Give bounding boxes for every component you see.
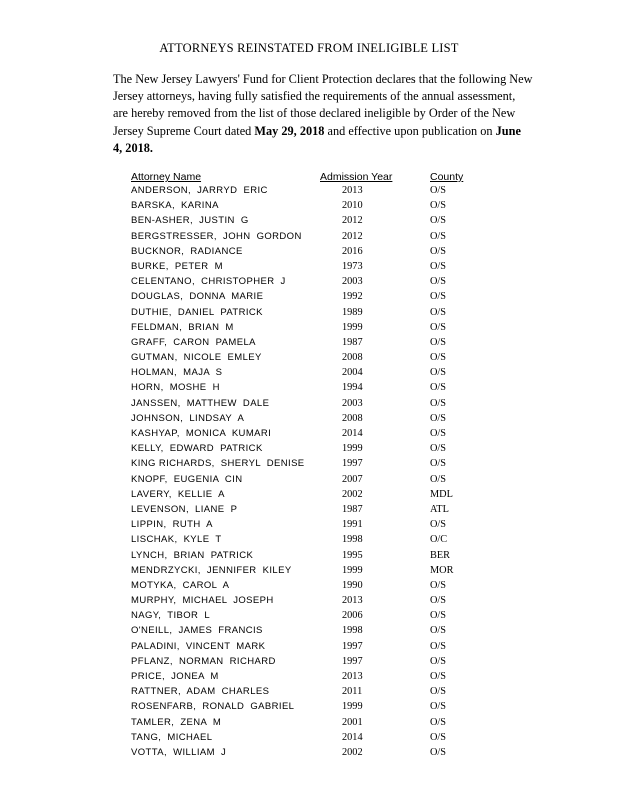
admission-year-cell: 1999 xyxy=(342,701,363,713)
attorney-name-cell: FELDMAN, BRIAN M xyxy=(131,321,234,333)
table-row xyxy=(0,246,618,261)
county-cell: O/S xyxy=(430,276,447,288)
admission-year-cell: 1997 xyxy=(342,458,363,470)
document-title: ATTORNEYS REINSTATED FROM INELIGIBLE LIST xyxy=(159,41,459,55)
order-date: May 29, 2018 xyxy=(254,123,325,138)
attorney-name-cell: CELENTANO, CHRISTOPHER J xyxy=(131,276,286,288)
county-cell: O/S xyxy=(430,291,447,303)
admission-year-cell: 2014 xyxy=(342,428,363,439)
attorney-name-cell: BURKE, PETER M xyxy=(131,260,223,272)
header-admission-year: Admission Year xyxy=(320,171,393,183)
county-cell: O/S xyxy=(430,686,447,698)
attorney-name-cell: GUTMAN, NICOLE EMLEY xyxy=(131,352,262,364)
admission-year-cell: 1987 xyxy=(342,503,363,515)
county-cell: O/S xyxy=(430,625,447,637)
admission-year-cell: 1998 xyxy=(342,625,363,637)
attorney-name-cell: O'NEILL, JAMES FRANCIS xyxy=(131,625,263,637)
attorney-name-cell: RATTNER, ADAM CHARLES xyxy=(131,686,270,698)
admission-year-cell: 2016 xyxy=(342,245,363,257)
attorney-name-cell: BARSKA, KARINA xyxy=(131,200,219,212)
attorney-name-cell: KELLY, EDWARD PATRICK xyxy=(131,443,263,455)
county-cell: O/S xyxy=(430,746,447,758)
admission-year-cell: 1999 xyxy=(342,564,363,576)
county-cell: ATL xyxy=(430,503,449,515)
county-cell: O/S xyxy=(430,443,447,455)
admission-year-cell: 2012 xyxy=(342,215,363,227)
table-row xyxy=(0,215,618,230)
table-row xyxy=(0,231,618,246)
table-row xyxy=(0,489,618,504)
admission-year-cell: 2013 xyxy=(342,671,363,682)
admission-year-cell: 2002 xyxy=(342,488,363,500)
table-row xyxy=(0,382,618,397)
attorney-name-cell: BUCKNOR, RADIANCE xyxy=(131,245,243,257)
header-county: County xyxy=(430,171,464,183)
county-cell: O/S xyxy=(430,595,447,607)
table-row xyxy=(0,443,618,458)
attorney-name-cell: LEVENSON, LIANE P xyxy=(131,503,238,515)
admission-year-cell: 2007 xyxy=(342,473,363,485)
table-row xyxy=(0,307,618,322)
table-row xyxy=(0,656,618,671)
admission-year-cell: 2001 xyxy=(342,716,363,728)
intro-mid-text: and effective upon publication on xyxy=(324,123,496,138)
attorney-name-cell: BEN-ASHER, JUSTIN G xyxy=(131,215,249,227)
table-row xyxy=(0,398,618,413)
county-cell: O/S xyxy=(430,352,447,364)
county-cell: MOR xyxy=(430,564,454,576)
attorney-name-cell: LISCHAK, KYLE T xyxy=(131,534,222,546)
county-cell: O/S xyxy=(430,185,447,196)
table-row xyxy=(0,322,618,337)
table-row xyxy=(0,200,618,215)
attorney-name-cell: DUTHIE, DANIEL PATRICK xyxy=(131,306,263,318)
intro-paragraph xyxy=(113,71,533,157)
attorney-name-cell: TAMLER, ZENA M xyxy=(131,716,222,728)
admission-year-cell: 2008 xyxy=(342,412,363,424)
table-row xyxy=(0,641,618,656)
county-cell: O/S xyxy=(430,412,447,424)
county-cell: O/S xyxy=(430,519,447,531)
county-cell: O/S xyxy=(430,215,447,227)
table-row xyxy=(0,458,618,473)
header-attorney-name: Attorney Name xyxy=(131,171,202,183)
admission-year-cell: 1997 xyxy=(342,640,363,652)
admission-year-cell: 2003 xyxy=(342,276,363,288)
admission-year-cell: 1991 xyxy=(342,519,363,531)
table-row xyxy=(0,413,618,428)
table-row xyxy=(0,367,618,382)
admission-year-cell: 1973 xyxy=(342,260,363,272)
admission-year-cell: 1997 xyxy=(342,655,363,667)
table-row xyxy=(0,261,618,276)
admission-year-cell: 1995 xyxy=(342,549,363,561)
attorney-name-cell: KASHYAP, MONICA KUMARI xyxy=(131,428,272,439)
table-row xyxy=(0,580,618,595)
county-cell: O/S xyxy=(430,321,447,333)
county-cell: O/S xyxy=(430,655,447,667)
admission-year-cell: 2014 xyxy=(342,731,363,743)
attorney-name-cell: TANG, MICHAEL xyxy=(131,731,213,743)
county-cell: O/S xyxy=(430,428,447,439)
county-cell: O/S xyxy=(430,579,447,591)
table-row xyxy=(0,519,618,534)
county-cell: MDL xyxy=(430,488,453,500)
county-cell: O/S xyxy=(430,306,447,318)
admission-year-cell: 2003 xyxy=(342,397,363,409)
attorney-name-cell: JOHNSON, LINDSAY A xyxy=(131,412,245,424)
county-cell: O/S xyxy=(430,397,447,409)
admission-year-cell: 2006 xyxy=(342,610,363,622)
attorney-name-cell: PFLANZ, NORMAN RICHARD xyxy=(131,655,276,667)
table-row xyxy=(0,276,618,291)
admission-year-cell: 2012 xyxy=(342,230,363,242)
admission-year-cell: 2011 xyxy=(342,686,363,698)
admission-year-cell: 2013 xyxy=(342,595,363,607)
admission-year-cell: 2010 xyxy=(342,200,363,212)
table-row xyxy=(0,747,618,762)
admission-year-cell: 1987 xyxy=(342,336,363,348)
county-cell: O/S xyxy=(430,731,447,743)
intro-text: The New Jersey Lawyers' Fund for Client Protection declares that the following New Jersey attorneys, having fully satisfied the requirements of the annual assessment, are hereby removed from the list of those declared ineligible by Order of the New Jersey Supreme Court dated xyxy=(113,72,533,138)
table-row xyxy=(0,732,618,747)
attorney-name-cell: GRAFF, CARON PAMELA xyxy=(131,336,256,348)
admission-year-cell: 2004 xyxy=(342,367,363,379)
admission-year-cell: 1992 xyxy=(342,291,363,303)
attorney-name-cell: VOTTA, WILLIAM J xyxy=(131,746,227,758)
table-row xyxy=(0,686,618,701)
attorney-table xyxy=(0,185,618,762)
table-row xyxy=(0,185,618,200)
admission-year-cell: 2013 xyxy=(342,185,363,196)
admission-year-cell: 1994 xyxy=(342,382,363,394)
table-row xyxy=(0,717,618,732)
county-cell: O/S xyxy=(430,230,447,242)
county-cell: BER xyxy=(430,549,451,561)
county-cell: O/S xyxy=(430,382,447,394)
county-cell: O/S xyxy=(430,716,447,728)
table-row xyxy=(0,291,618,306)
attorney-name-cell: HORN, MOSHE H xyxy=(131,382,220,394)
county-cell: O/S xyxy=(430,200,447,212)
table-row xyxy=(0,565,618,580)
attorney-name-cell: ANDERSON, JARRYD ERIC xyxy=(131,185,268,196)
table-row xyxy=(0,428,618,443)
county-cell: O/S xyxy=(430,367,447,379)
county-cell: O/S xyxy=(430,260,447,272)
attorney-name-cell: MOTYKA, CAROL A xyxy=(131,579,230,591)
attorney-name-cell: KNOPF, EUGENIA CIN xyxy=(131,473,243,485)
attorney-name-cell: MURPHY, MICHAEL JOSEPH xyxy=(131,595,274,607)
county-cell: O/S xyxy=(430,336,447,348)
attorney-name-cell: PRICE, JONEA M xyxy=(131,671,219,682)
table-row xyxy=(0,550,618,565)
county-cell: O/S xyxy=(430,671,447,682)
table-row xyxy=(0,534,618,549)
admission-year-cell: 1989 xyxy=(342,306,363,318)
attorney-name-cell: PALADINI, VINCENT MARK xyxy=(131,640,266,652)
county-cell: O/S xyxy=(430,458,447,470)
table-row xyxy=(0,701,618,716)
attorney-name-cell: MENDRZYCKI, JENNIFER KILEY xyxy=(131,564,292,576)
county-cell: O/S xyxy=(430,640,447,652)
admission-year-cell: 2008 xyxy=(342,352,363,364)
attorney-name-cell: LIPPIN, RUTH A xyxy=(131,519,213,531)
table-row xyxy=(0,610,618,625)
attorney-name-cell: HOLMAN, MAJA S xyxy=(131,367,223,379)
attorney-name-cell: BERGSTRESSER, JOHN GORDON xyxy=(131,230,302,242)
attorney-name-cell: LAVERY, KELLIE A xyxy=(131,488,225,500)
admission-year-cell: 1999 xyxy=(342,321,363,333)
table-row xyxy=(0,671,618,686)
table-row xyxy=(0,625,618,640)
table-row xyxy=(0,595,618,610)
publication-date: June 4, 2018. xyxy=(113,123,521,155)
attorney-name-cell: JANSSEN, MATTHEW DALE xyxy=(131,397,270,409)
county-cell: O/S xyxy=(430,610,447,622)
county-cell: O/S xyxy=(430,245,447,257)
table-row xyxy=(0,352,618,367)
county-cell: O/S xyxy=(430,701,447,713)
attorney-name-cell: NAGY, TIBOR L xyxy=(131,610,211,622)
admission-year-cell: 2002 xyxy=(342,746,363,758)
attorney-name-cell: LYNCH, BRIAN PATRICK xyxy=(131,549,254,561)
attorney-name-cell: ROSENFARB, RONALD GABRIEL xyxy=(131,701,295,713)
table-row xyxy=(0,504,618,519)
table-row xyxy=(0,474,618,489)
admission-year-cell: 1990 xyxy=(342,579,363,591)
attorney-name-cell: DOUGLAS, DONNA MARIE xyxy=(131,291,264,303)
county-cell: O/S xyxy=(430,473,447,485)
table-row xyxy=(0,337,618,352)
admission-year-cell: 1999 xyxy=(342,443,363,455)
county-cell: O/C xyxy=(430,534,448,546)
attorney-name-cell: KING RICHARDS, SHERYL DENISE xyxy=(131,458,305,470)
admission-year-cell: 1998 xyxy=(342,534,363,546)
